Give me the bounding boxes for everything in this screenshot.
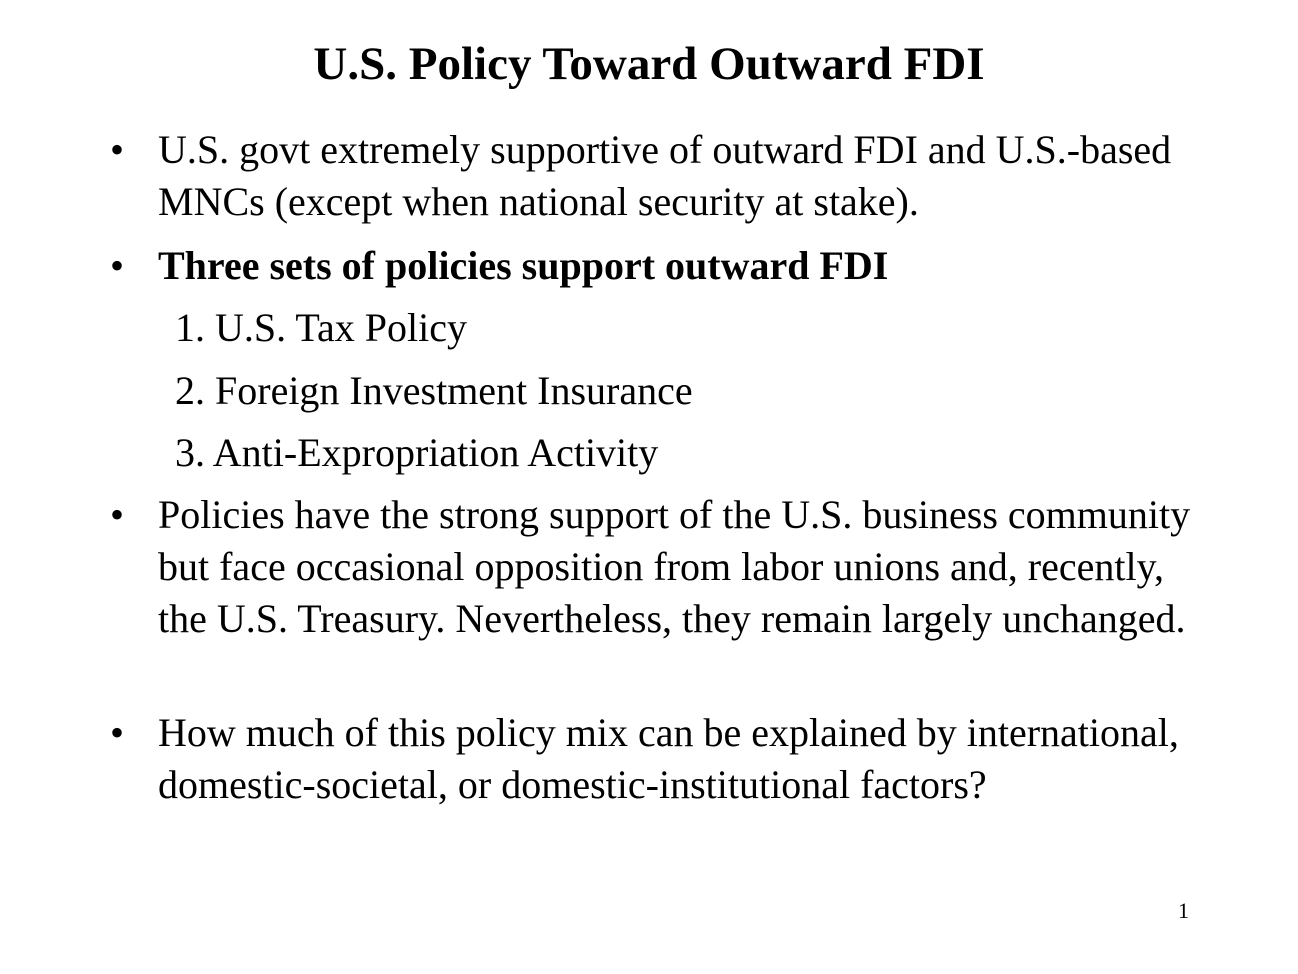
policy-item-tax: 1. U.S. Tax Policy xyxy=(175,305,468,350)
bullet-marker: • xyxy=(110,127,125,172)
policy-item-insurance: 2. Foreign Investment Insurance xyxy=(175,368,693,413)
bullet-text: U.S. govt extremely supportive of outward FDI and U.S.-based MNCs (except when national security at stake). xyxy=(158,127,1172,224)
bullet-marker: • xyxy=(110,243,125,288)
bullet-text: Policies have the strong support of the U.S. business community but face occasional opposition from labor unions and, recently, the U.S. Treasury. Nevertheless, they remain largely unchanged. xyxy=(158,492,1191,641)
bullet-text: How much of this policy mix can be explained by international, domestic-societal, or domestic-institutional factors? xyxy=(158,710,1179,807)
slide-title: U.S. Policy Toward Outward FDI xyxy=(313,38,985,90)
bullet-marker: • xyxy=(110,492,125,537)
bullet-marker: • xyxy=(110,710,125,755)
bullet-text: Three sets of policies support outward FDI xyxy=(158,243,889,288)
policy-item-anti-expropriation: 3. Anti-Expropriation Activity xyxy=(175,430,659,475)
page-number: 1 xyxy=(1178,898,1189,923)
